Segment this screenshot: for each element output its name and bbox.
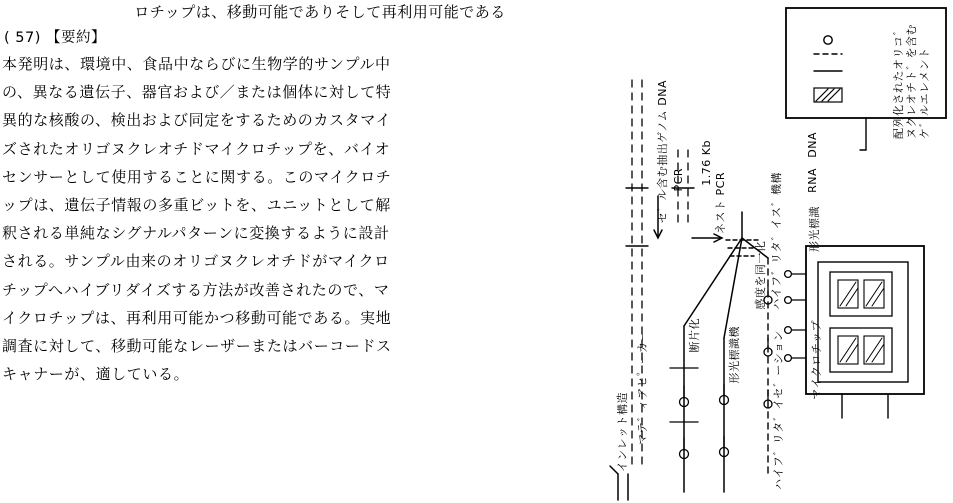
figure-label-fluor-label: 形光標識 xyxy=(808,206,821,252)
figure-label-rna: RNA xyxy=(806,168,819,193)
figure-label-fragment: 断片化 xyxy=(688,318,701,353)
figure-label-fluor-labeler: 形光標識機 xyxy=(728,326,741,384)
figure-label-gel-element-legend: 配列化されたオリコ゛ ヌクレオチト゛を含む ケ゛ルエレメント xyxy=(892,24,931,139)
figure-label-capillary: マテ゛ィアヒ゜ーカー xyxy=(636,330,649,445)
abstract-line: ップは、遺伝子情報の多重ビットを、ユニットとして解 xyxy=(2,196,391,215)
figure-label-pcr: PCR xyxy=(672,168,685,192)
patent-figure xyxy=(592,0,953,503)
abstract-line: 調査に対して、移動可能なレーザーまたはバーコードス xyxy=(2,337,392,356)
top-continuation-line: ロチップは、移動可能でありそして再利用可能である xyxy=(134,3,506,21)
figure-label-inlet: インレット構造 xyxy=(616,392,629,473)
abstract-line: チップへハイブリダイズする方法が改善されたので、マ xyxy=(2,280,390,299)
abstract-line: キャナーが、適している。 xyxy=(2,365,190,384)
abstract-line: ズされたオリゴヌクレオチドマイクロチップを、バイオ xyxy=(2,139,391,158)
abstract-line: センサーとして使用することに関する。このマイクロチ xyxy=(2,167,392,186)
abstract-line: される。サンプル由来のオリゴヌクレオチドがマイクロ xyxy=(2,252,390,271)
figure-label-nested-pcr: ネスト PCR xyxy=(714,172,727,234)
figure-label-sensor-chip: 感度を同一化 ハイフ゛リタ゛イス゛機構 xyxy=(754,172,783,310)
abstract-line: 本発明は、環境中、食品中ならびに生物学的サンプル中 xyxy=(2,55,391,73)
figure-label-size-176: 1.76 Kb xyxy=(700,140,713,186)
abstract-heading: ( 57) 【要約】 xyxy=(4,30,106,46)
abstract-body xyxy=(2,50,602,388)
abstract-line: 釈される単純なシグナルパターンに変換するように設計 xyxy=(2,224,390,243)
abstract-line: 異的な核酸の、検出および同定をするためのカスタマイ xyxy=(2,111,392,130)
figure-label-microchip: マイクロチップ xyxy=(810,320,823,400)
figure-label-gel-dna: セ゛ル含む抽出ゲノム DNA xyxy=(656,80,669,224)
abstract-line: イクロチップは、再利用可能かつ移動可能である。実地 xyxy=(2,308,392,327)
figure-label-dna: DNA xyxy=(806,132,819,158)
abstract-line: の、異なる遺伝子、器官および／または個体に対して特 xyxy=(2,83,392,102)
figure-label-hybridization: ハイフ゛リタ゛イセ゛ーション xyxy=(772,330,785,490)
